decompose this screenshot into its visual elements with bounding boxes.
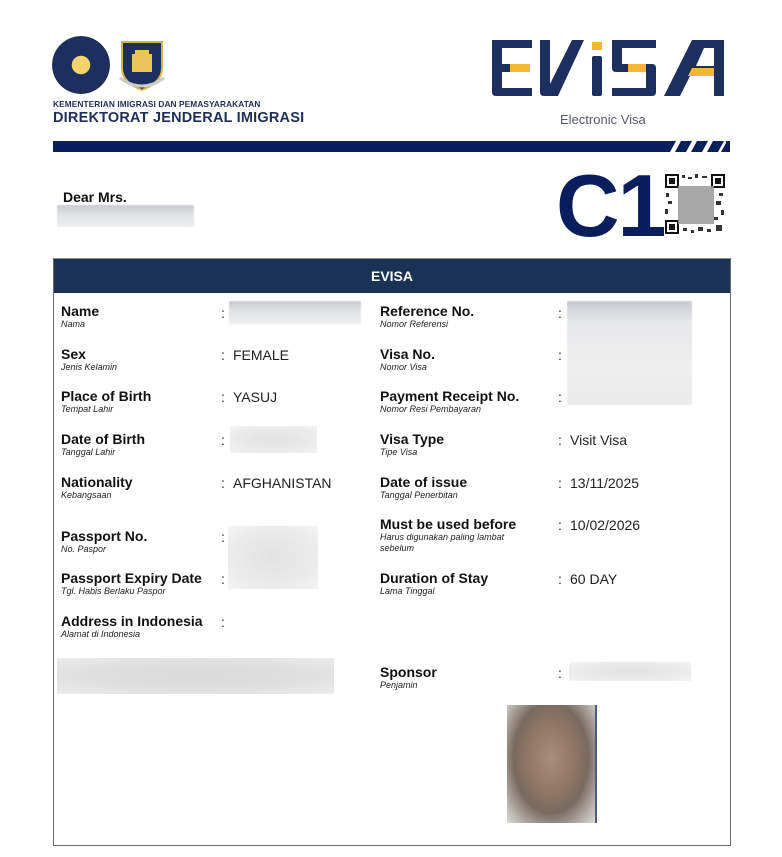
nationality-value: AFGHANISTAN: [233, 475, 332, 491]
place-of-birth-value: YASUJ: [233, 389, 278, 405]
field-label: Reference No.: [380, 303, 475, 319]
field-label: Place of Birth: [61, 388, 152, 404]
field-sublabel: Alamat di Indonesia: [61, 629, 141, 639]
field-label: Nationality: [61, 474, 133, 490]
duration-of-stay-value: 60 DAY: [570, 571, 618, 587]
field-label: Must be used before: [380, 516, 517, 532]
redacted-passport-values: [228, 526, 318, 589]
separator: :: [221, 614, 225, 630]
sex-value: FEMALE: [233, 347, 290, 363]
field-sex: [61, 346, 117, 373]
field-label: Payment Receipt No.: [380, 388, 520, 404]
holder-photo: [507, 705, 597, 823]
field-passport-no: [61, 528, 147, 555]
field-sublabel: Nomor Resi Pembayaran: [380, 404, 482, 414]
redacted-name-value: [229, 301, 361, 324]
separator: :: [221, 529, 225, 545]
separator: :: [221, 347, 225, 363]
field-sublabel: Tgl. Habis Berlaku Paspor: [61, 586, 166, 596]
visa-type-value: Visit Visa: [570, 432, 628, 448]
field-label: Passport Expiry Date: [61, 570, 202, 586]
field-date-of-issue: [380, 474, 467, 501]
field-sublabel: Kebangsaan: [61, 490, 112, 500]
field-label: Address in Indonesia: [61, 613, 203, 629]
field-label: Sponsor: [380, 664, 437, 680]
must-be-used-before-value: 10/02/2026: [570, 517, 641, 533]
field-sponsor: [380, 664, 437, 691]
field-visa-type: [380, 431, 444, 458]
header-divider-bar: [53, 141, 730, 152]
field-label: Sex: [61, 346, 86, 362]
separator: :: [558, 665, 562, 681]
separator: :: [221, 305, 225, 321]
field-label: Visa Type: [380, 431, 445, 447]
field-visa-no: [380, 346, 435, 373]
separator: :: [558, 517, 562, 533]
field-date-of-birth: [61, 431, 145, 458]
field-sublabel: Tempat Lahir: [61, 404, 114, 414]
redacted-greeting-name: [57, 205, 194, 227]
immigration-shield-logo: [118, 38, 166, 92]
field-sublabel: Penjamin: [380, 680, 418, 690]
redacted-dob-value: [230, 426, 317, 453]
separator: :: [558, 432, 562, 448]
field-sublabel: Tanggal Lahir: [61, 447, 116, 457]
greeting-salutation: Dear Mrs.: [63, 189, 127, 205]
ministry-name: KEMENTERIAN IMIGRASI DAN PEMASYARAKATAN: [53, 99, 261, 109]
field-label: Date of Birth: [61, 431, 145, 447]
field-nationality: [61, 474, 133, 501]
redacted-sponsor-value: [569, 662, 691, 681]
field-sublabel: Nomor Visa: [380, 362, 427, 372]
separator: :: [221, 389, 225, 405]
field-passport-expiry: [61, 570, 202, 597]
field-sublabel: Tipe Visa: [380, 447, 418, 457]
separator: :: [221, 475, 225, 491]
field-address: [61, 613, 203, 640]
separator: :: [558, 347, 562, 363]
field-name: [61, 303, 99, 330]
field-sublabel: Jenis Kelamin: [61, 362, 118, 372]
qr-code: [664, 173, 726, 235]
separator: :: [221, 432, 225, 448]
field-label: Name: [61, 303, 100, 319]
field-place-of-birth: [61, 388, 151, 415]
field-label: Duration of Stay: [380, 570, 489, 586]
field-reference-no: [380, 303, 474, 330]
field-sublabel: Lama Tinggal: [380, 586, 435, 596]
field-label: Passport No.: [61, 528, 148, 544]
separator: :: [558, 389, 562, 405]
redacted-address-value: [57, 658, 334, 694]
redacted-reference-visa-payment-values: [567, 301, 692, 405]
separator: :: [221, 571, 225, 587]
garuda-emblem-logo: [52, 36, 110, 94]
date-of-issue-value: 13/11/2025: [570, 475, 640, 491]
separator: :: [558, 305, 562, 321]
logo-subtitle: Electronic Visa: [560, 112, 646, 127]
field-duration-of-stay: [380, 570, 488, 597]
field-sublabel: Nama: [61, 319, 86, 329]
visa-class-code: C1: [556, 156, 665, 255]
field-sublabel: Harus digunakan paling lambat sebelum: [380, 532, 505, 553]
field-payment-receipt-no: [380, 388, 519, 415]
box-title: EVISA: [54, 259, 730, 293]
separator: :: [558, 571, 562, 587]
evisa-logo: [488, 32, 728, 104]
field-must-be-used-before: [380, 516, 540, 554]
field-sublabel: No. Paspor: [61, 544, 107, 554]
field-label: Date of issue: [380, 474, 468, 490]
field-sublabel: Tanggal Penerbitan: [380, 490, 458, 500]
field-sublabel: Nomor Referensi: [380, 319, 449, 329]
directorate-name: DIREKTORAT JENDERAL IMIGRASI: [53, 110, 305, 126]
divider-stripes: [664, 141, 726, 152]
separator: :: [558, 475, 562, 491]
field-label: Visa No.: [380, 346, 435, 362]
